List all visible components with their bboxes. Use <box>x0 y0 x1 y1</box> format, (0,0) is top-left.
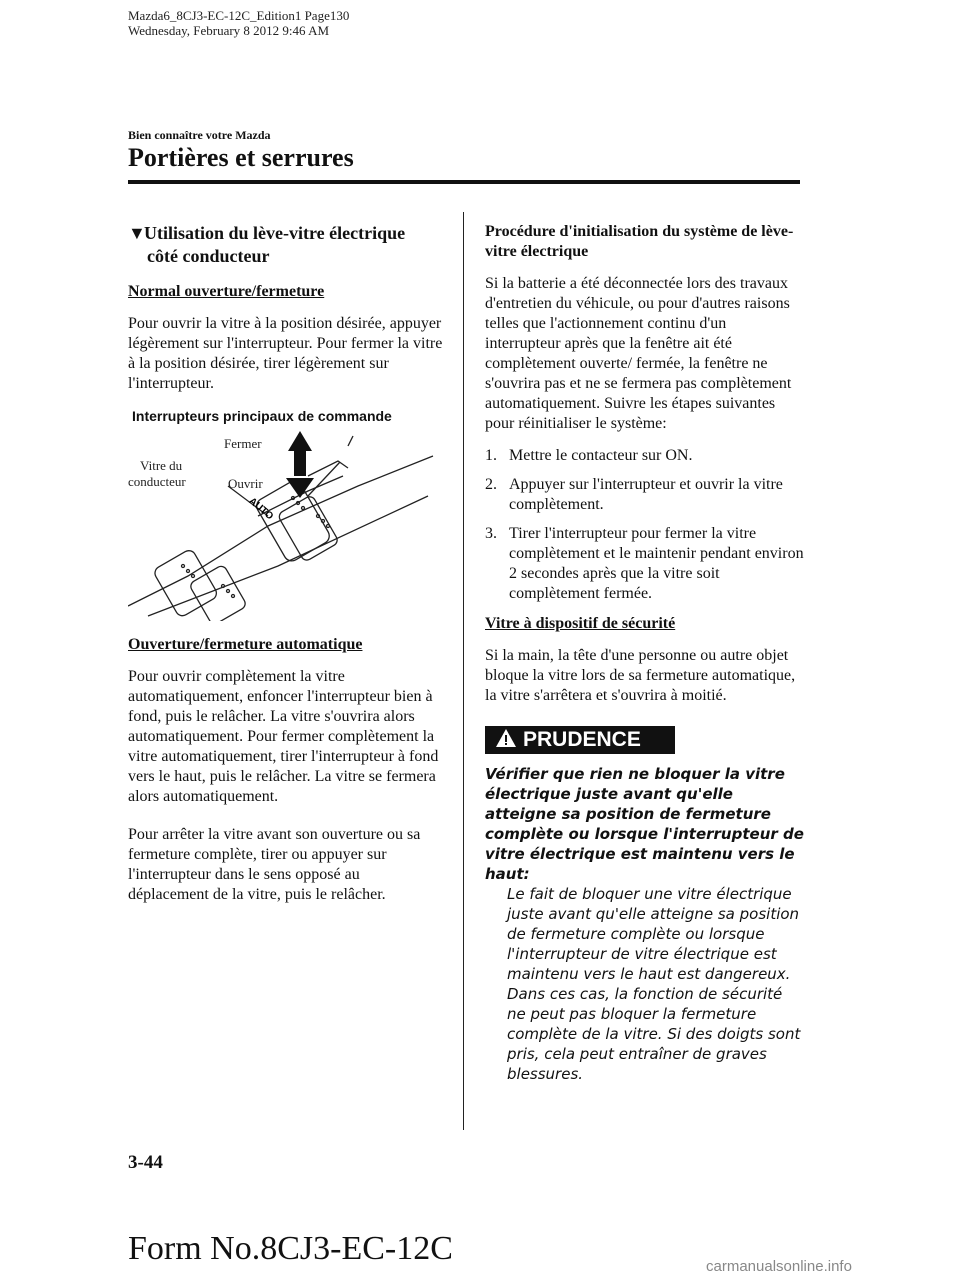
triangle-down-icon: ▼ <box>128 223 146 243</box>
left-column <box>128 222 443 917</box>
heading-line2: côté conducteur <box>147 246 270 266</box>
up-down-arrow-icon <box>286 431 314 498</box>
normal-subheading: Normal ouverture/fermeture <box>128 283 325 300</box>
init-paragraph: Si la batterie a été déconnectée lors des travaux d'entretien du véhicule, ou pour d'autres raisons telles que l'actionnement continu d'un interrupteur après que la fenêtre ait été complètement ouverte/ fermée, la fenêtre ne s'ouvrira pas et ne se fermera pas complètement automatiquement. Suivre les étapes suivantes pour réinitialiser le système: <box>485 275 792 432</box>
label-fermer: Fermer <box>224 436 262 451</box>
title-rule <box>128 180 800 184</box>
safety-paragraph: Si la main, la tête d'une personne ou autre objet bloque la vitre lors de sa fermeture automatique, la vitre s'arrêtera et s'ouvrira à moitié. <box>485 647 796 704</box>
label-vitre-line1: Vitre du <box>140 458 183 473</box>
caution-lead: Vérifier que rien ne bloquer la vitre électrique juste avant qu'elle atteigne sa position de fermeture complète ou lorsque l'interrupteur de vitre électrique est maintenu vers le haut: <box>485 765 804 883</box>
switch-diagram <box>128 406 443 621</box>
print-meta-line1: Mazda6_8CJ3-EC-12C_Edition1 Page130 <box>128 8 350 23</box>
caution-label: PRUDENCE <box>523 728 641 751</box>
label-vitre-line2: conducteur <box>128 474 186 489</box>
heading-line1: Utilisation du lève-vitre électrique <box>144 223 406 243</box>
init-heading: Procédure d'initialisation du système de lève-vitre électrique <box>485 223 794 260</box>
right-column <box>485 222 805 1084</box>
list-item: 3. Tirer l'interrupteur pour fermer la vitre complètement et le maintenir pendant environ 2 secondes après que la vitre soit complètement fermée. <box>485 525 804 602</box>
caution-detail-1: Le fait de bloquer une vitre électrique juste avant qu'elle atteigne sa position de fermeture complète ou lorsque l'interrupteur de vitre électrique est maintenu vers le haut est dangereux. <box>507 885 800 983</box>
list-item: 2. Appuyer sur l'interrupteur et ouvrir la vitre complètement. <box>485 476 783 513</box>
stop-paragraph: Pour arrêter la vitre avant son ouverture ou sa fermeture complète, tirer ou appuyer sur l'interrupteur dans le sens opposé au déplacement de la vitre, puis le relâcher. <box>128 826 421 903</box>
caution-detail-2: Dans ces cas, la fonction de sécurité ne peut pas bloquer la fermeture complète de la vitre. Si des doigts sont pris, cela peut entraîner de graves blessures. <box>507 985 801 1083</box>
section-heading <box>128 222 443 268</box>
list-item: 1. Mettre le contacteur sur ON. <box>485 447 693 464</box>
normal-paragraph: Pour ouvrir la vitre à la position désirée, appuyer légèrement sur l'interrupteur. Pour fermer la vitre à la position désirée, tirer légèrement sur l'interrupteur. <box>128 315 443 392</box>
warning-icon <box>495 728 517 752</box>
safety-subheading: Vitre à dispositif de sécurité <box>485 615 676 632</box>
init-steps <box>485 446 805 604</box>
section-label: Bien connaître votre Mazda <box>128 128 271 142</box>
auto-label: AUTO <box>246 495 276 523</box>
site-watermark: carmanualsonline.info <box>706 1258 852 1275</box>
auto-subheading: Ouverture/fermeture automatique <box>128 636 363 653</box>
caution-block <box>485 764 805 1084</box>
auto-paragraph: Pour ouvrir complètement la vitre automatiquement, enfoncer l'interrupteur bien à fond, puis le relâcher. La vitre s'ouvrira alors automatiquement. Pour fermer complètement la vitre automatiquement, tirer l'interrupteur à fond vers le haut, puis le relâcher. La vitre se fermera alors automatiquement. <box>128 668 439 805</box>
diagram-title: Interrupteurs principaux de commande <box>132 408 392 424</box>
page-title: Portières et serrures <box>128 143 354 172</box>
page-number: 3-44 <box>128 1152 163 1173</box>
switch-illustration <box>128 406 443 621</box>
form-number: Form No.8CJ3-EC-12C <box>128 1230 453 1267</box>
label-ouvrir: Ouvrir <box>228 476 263 491</box>
caution-badge <box>485 726 675 754</box>
column-divider <box>463 212 464 1130</box>
print-meta-line2: Wednesday, February 8 2012 9:46 AM <box>128 23 330 38</box>
